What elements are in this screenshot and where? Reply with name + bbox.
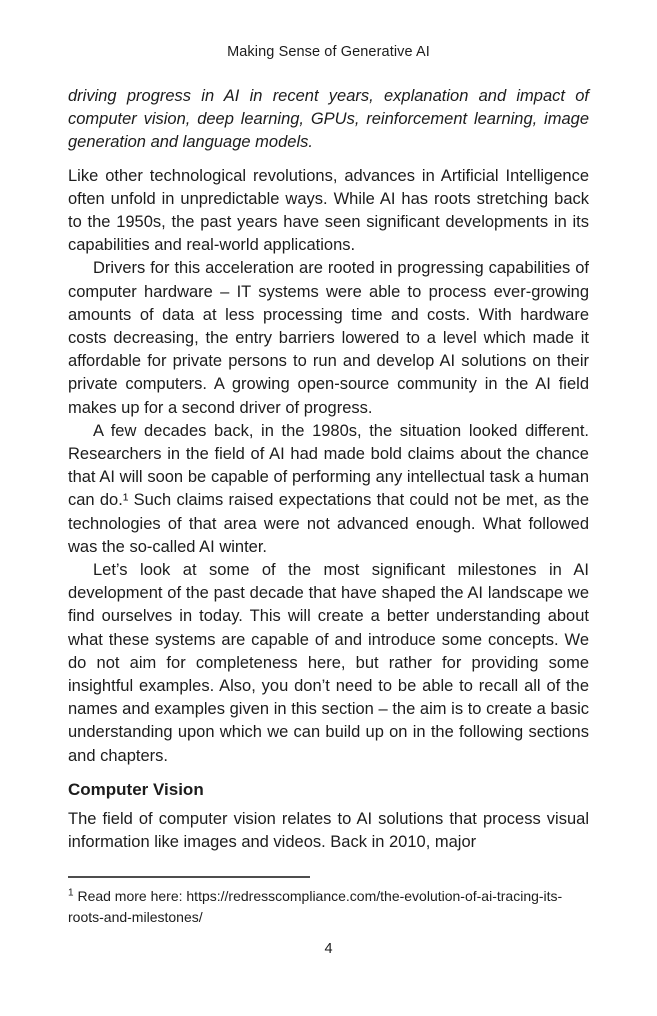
body-paragraph: Let’s look at some of the most significant milestones in AI development of the past decade that have shaped the AI landscape we find ourselves in today. This will create a better understanding about what these systems are capable of and introduce some concepts. We do not aim for completeness here, but rather for providing some insightful examples. Also, you don’t need to be able to recall all of the names and examples given in this section – the aim is to create a basic understanding upon which we can build up on in the following sections and chapters. <box>68 561 589 765</box>
footnote-text: Read more here: https://redresscompliance.com/the-evolution-of-ai-tracing-its-roots-and-milestones/ <box>68 888 563 925</box>
body-paragraph: Drivers for this acceleration are rooted in progressing capabilities of computer hardware – IT systems were able to process ever-growing amounts of data at less processing time and costs. With hardware costs decreasing, the entry barriers lowered to a level which made it affordable for private persons to run and develop AI solutions on their private computers. A growing open-source community in the AI field makes up for a second driver of progress. <box>68 259 589 417</box>
page-number: 4 <box>324 941 333 957</box>
footnote-separator-rule <box>68 876 310 878</box>
running-header: Making Sense of Generative AI <box>227 44 430 60</box>
text-column <box>68 85 589 855</box>
intro-italic-paragraph: driving progress in AI in recent years, explanation and impact of computer vision, deep learning, GPUs, reinforcement learning, image generation and language models. <box>68 87 589 152</box>
footnote-area <box>68 876 589 928</box>
body-paragraph: The field of computer vision relates to AI solutions that process visual information like images and videos. Back in 2010, major <box>68 810 589 852</box>
section-heading-computer-vision: Computer Vision <box>68 779 204 799</box>
body-paragraph: A few decades back, in the 1980s, the situation looked different. Researchers in the field of AI had made bold claims about the chance that AI will soon be capable of performing any intellectual task a human can do.¹ Such claims raised expectations that could not be met, as the technologies of that area were not advanced enough. What followed was the so-called AI winter. <box>68 421 589 556</box>
body-paragraph: Like other technological revolutions, advances in Artificial Intelligence often unfold in unpredictable ways. While AI has roots stretching back to the 1950s, the past years have seen significant developments in its capabilities and real-world applications. <box>68 166 589 255</box>
footnote <box>68 886 589 928</box>
footnote-marker: 1 <box>68 887 74 899</box>
